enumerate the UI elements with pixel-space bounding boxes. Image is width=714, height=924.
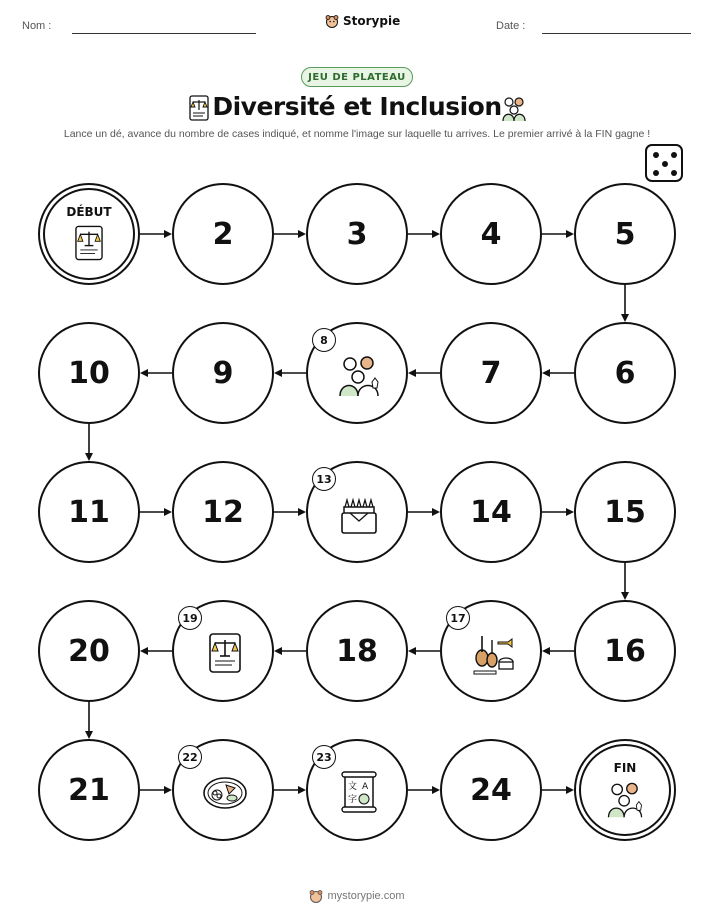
arrow-head <box>432 508 440 516</box>
cell-number: 10 <box>68 355 110 391</box>
board-cell-3 <box>306 183 408 285</box>
cell-number: 24 <box>470 772 512 808</box>
footer-url[interactable]: mystorypie.com <box>327 890 405 902</box>
arrow-head <box>542 647 550 655</box>
arrow-head <box>164 508 172 516</box>
arrow-head <box>298 508 306 516</box>
board-cell-6 <box>574 322 676 424</box>
cell-number-badge: 17 <box>446 606 470 630</box>
board-cell-4 <box>440 183 542 285</box>
instructions: Lance un dé, avance du nombre de cases indiqué, et nomme l'image sur laquelle tu arrives. Le premier arrivé à la FIN gagne ! <box>63 128 651 140</box>
arrow-head <box>621 592 629 600</box>
svg-text:文: 文 <box>348 782 358 792</box>
board-cell-14 <box>440 461 542 563</box>
food-plate-icon <box>202 769 248 820</box>
diverse-people-icon <box>605 779 645 824</box>
cell-number: 12 <box>202 494 244 530</box>
page-title: Diversité et Inclusion <box>212 92 502 121</box>
board-cell-24 <box>440 739 542 841</box>
cell-number: 15 <box>604 494 646 530</box>
cell-number-badge: 23 <box>312 745 336 769</box>
board-cell-15 <box>574 461 676 563</box>
cell-number-badge: 19 <box>178 606 202 630</box>
start-label: DÉBUT <box>66 205 112 219</box>
cell-number: 14 <box>470 494 512 530</box>
board-cell-5 <box>574 183 676 285</box>
board-cell-21 <box>38 739 140 841</box>
arrow-head <box>566 230 574 238</box>
svg-text:字: 字 <box>348 795 358 805</box>
arrow-head <box>85 731 93 739</box>
footer <box>0 889 714 903</box>
arrow-head <box>432 786 440 794</box>
board-cell-13 <box>306 461 408 563</box>
arrow-head <box>85 453 93 461</box>
board-cell-7 <box>440 322 542 424</box>
cell-number: 16 <box>604 633 646 669</box>
cell-number: 21 <box>68 772 110 808</box>
arrow-head <box>621 314 629 322</box>
brand-name: Storypie <box>343 14 401 28</box>
arrow-head <box>140 647 148 655</box>
law-scroll-icon <box>69 223 109 268</box>
diverse-people-icon <box>336 352 382 403</box>
arrow-head <box>566 786 574 794</box>
cell-number: 11 <box>68 494 110 530</box>
start-cell <box>38 183 140 285</box>
board-cell-9 <box>172 322 274 424</box>
arrow-head <box>566 508 574 516</box>
date-label: Date : <box>496 20 526 32</box>
finish-cell <box>574 739 676 841</box>
board-cell-8 <box>306 322 408 424</box>
board-cell-16 <box>574 600 676 702</box>
board-cell-18 <box>306 600 408 702</box>
cell-number: 9 <box>212 355 234 391</box>
law-scroll-icon <box>202 630 248 681</box>
finish-label: FIN <box>613 761 637 775</box>
cell-number: 20 <box>68 633 110 669</box>
cell-number: 18 <box>336 633 378 669</box>
cell-number: 5 <box>614 216 636 252</box>
board-cell-17 <box>440 600 542 702</box>
arrow-head <box>164 230 172 238</box>
arrow-head <box>408 647 416 655</box>
musical-instruments-icon <box>470 630 516 681</box>
board-cell-19 <box>172 600 274 702</box>
arrow-head <box>432 230 440 238</box>
svg-text:A: A <box>362 782 369 792</box>
cell-number: 4 <box>480 216 502 252</box>
arrow-head <box>408 369 416 377</box>
board-cell-11 <box>38 461 140 563</box>
cell-number: 2 <box>212 216 234 252</box>
board-cell-20 <box>38 600 140 702</box>
cell-number: 3 <box>346 216 368 252</box>
cell-number-badge: 13 <box>312 467 336 491</box>
arrow-head <box>274 369 282 377</box>
arrow-head <box>164 786 172 794</box>
language-scroll-icon <box>336 769 382 820</box>
arrow-head <box>542 369 550 377</box>
cell-number-badge: 22 <box>178 745 202 769</box>
name-label: Nom : <box>22 20 52 32</box>
arrow-head <box>298 786 306 794</box>
board-cell-10 <box>38 322 140 424</box>
crayons-box-icon <box>336 491 382 542</box>
board-cell-23 <box>306 739 408 841</box>
arrow-head <box>274 647 282 655</box>
arrow-head <box>298 230 306 238</box>
cell-number: 6 <box>614 355 636 391</box>
cell-number: 7 <box>480 355 502 391</box>
storypie-mascot-icon <box>309 889 323 903</box>
game-type-badge: JEU DE PLATEAU <box>301 67 413 87</box>
arrow-head <box>140 369 148 377</box>
board-cell-2 <box>172 183 274 285</box>
cell-number-badge: 8 <box>312 328 336 352</box>
board-cell-12 <box>172 461 274 563</box>
board-cell-22 <box>172 739 274 841</box>
